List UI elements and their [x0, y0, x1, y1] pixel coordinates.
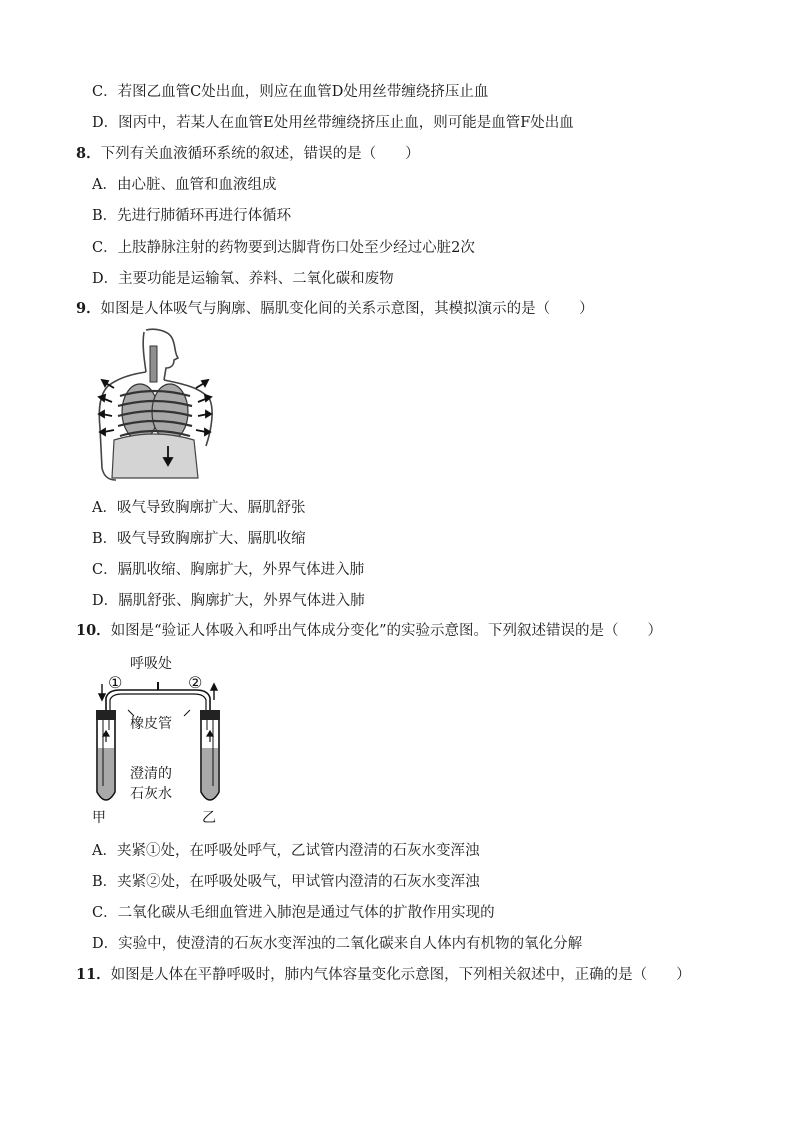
- option-text: 先进行肺循环再进行体循环: [117, 208, 292, 224]
- diaphragm-shape: [112, 434, 198, 478]
- option-text: 图丙中，若某人在血管E处用丝带缠绕挤压止血，则可能是血管F处出血: [118, 115, 574, 131]
- question-number: 9．: [76, 300, 101, 317]
- option-letter: B．: [92, 208, 118, 224]
- question-text: 下列有关血液循环系统的叙述，错误的是（ ）: [100, 146, 420, 162]
- question-number: 11．: [76, 966, 111, 983]
- q9-option-b: [92, 529, 306, 549]
- question-text: 如图是“验证人体吸入和呼出气体成分变化”的实验示意图。下列叙述错误的是（ ）: [110, 623, 663, 639]
- trachea-shape: [150, 346, 157, 382]
- q8-option-b: [92, 206, 291, 226]
- option-text: 若图乙血管C处出血，则应在血管D处用丝带缠绕挤压止血: [117, 84, 489, 100]
- q8-option-d: [92, 269, 394, 289]
- option-letter: B．: [92, 531, 118, 547]
- q10-stem: [76, 621, 662, 641]
- label-breathing-point: 呼吸处: [130, 656, 172, 672]
- option-text: 膈肌收缩、胸廓扩大，外界气体进入肺: [117, 562, 365, 578]
- q10-option-c: [92, 903, 495, 923]
- option-letter: D．: [92, 593, 119, 609]
- option-text: 主要功能是运输氧、养料、二氧化碳和废物: [118, 271, 394, 287]
- question-number: 8．: [76, 145, 101, 162]
- q8-option-c: [92, 238, 475, 258]
- option-letter: C．: [92, 905, 118, 921]
- option-letter: A．: [92, 843, 117, 859]
- option-text: 膈肌舒张、胸廓扩大，外界气体进入肺: [118, 593, 365, 609]
- rubber-tube-shape: [106, 690, 210, 712]
- label-rubber-tube: 橡皮管: [130, 716, 172, 732]
- option-text: 上肢静脉注射的药物要到达脚背伤口处至少经过心脏2次: [117, 240, 475, 256]
- exhale-experiment-figure: [90, 652, 230, 828]
- option-letter: B．: [92, 874, 118, 890]
- q8-option-a: [92, 175, 276, 195]
- option-text: 吸气导致胸廓扩大、膈肌收缩: [117, 531, 306, 547]
- q8-stem: [76, 144, 420, 164]
- question-text: 如图是人体在平静呼吸时，肺内气体容量变化示意图，下列相关叙述中，正确的是（ ）: [110, 967, 691, 983]
- label-clip-2: ②: [188, 673, 203, 692]
- limewater-left: [98, 748, 114, 799]
- option-letter: A．: [92, 500, 117, 516]
- label-limewater-line1: 澄清的: [130, 766, 172, 782]
- option-text: 夹紧①处，在呼吸处呼气，乙试管内澄清的石灰水变浑浊: [116, 843, 480, 859]
- option-text: 由心脏、血管和血液组成: [116, 177, 277, 193]
- label-clip-1: ①: [108, 673, 123, 692]
- option-text: 吸气导致胸廓扩大、膈肌舒张: [116, 500, 306, 516]
- q10-option-a: [92, 841, 479, 861]
- q9-stem: [76, 299, 594, 319]
- label-tube-jia: 甲: [92, 810, 106, 826]
- label-tube-yi: 乙: [202, 810, 216, 826]
- option-letter: D．: [92, 115, 119, 131]
- option-letter: C．: [92, 562, 118, 578]
- option-text: 实验中，使澄清的石灰水变浑浊的二氧化碳来自人体内有机物的氧化分解: [118, 936, 583, 952]
- left-stopper: [96, 710, 116, 720]
- option-letter: D．: [92, 271, 119, 287]
- option-text: 二氧化碳从毛细血管进入肺泡是通过气体的扩散作用实现的: [117, 905, 495, 921]
- limewater-right: [202, 748, 218, 799]
- option-text: 夹紧②处，在呼吸处吸气，甲试管内澄清的石灰水变浑浊: [117, 874, 480, 890]
- q11-stem: [76, 965, 691, 985]
- breathing-thorax-figure: [94, 328, 224, 483]
- right-stopper: [200, 710, 220, 720]
- question-text: 如图是人体吸气与胸廓、膈肌变化间的关系示意图，其模拟演示的是（ ）: [100, 301, 594, 317]
- option-letter: C．: [92, 240, 118, 256]
- option-letter: D．: [92, 936, 119, 952]
- q10-option-d: [92, 934, 582, 954]
- q9-option-c: [92, 560, 364, 580]
- option-letter: C．: [92, 84, 118, 100]
- label-limewater-line2: 石灰水: [130, 786, 172, 802]
- q9-option-a: [92, 498, 305, 518]
- q7-option-c: [92, 82, 488, 102]
- q10-option-b: [92, 872, 480, 892]
- q7-option-d: [92, 113, 574, 133]
- question-number: 10．: [76, 622, 111, 639]
- q9-option-d: [92, 591, 365, 611]
- option-letter: A．: [92, 177, 117, 193]
